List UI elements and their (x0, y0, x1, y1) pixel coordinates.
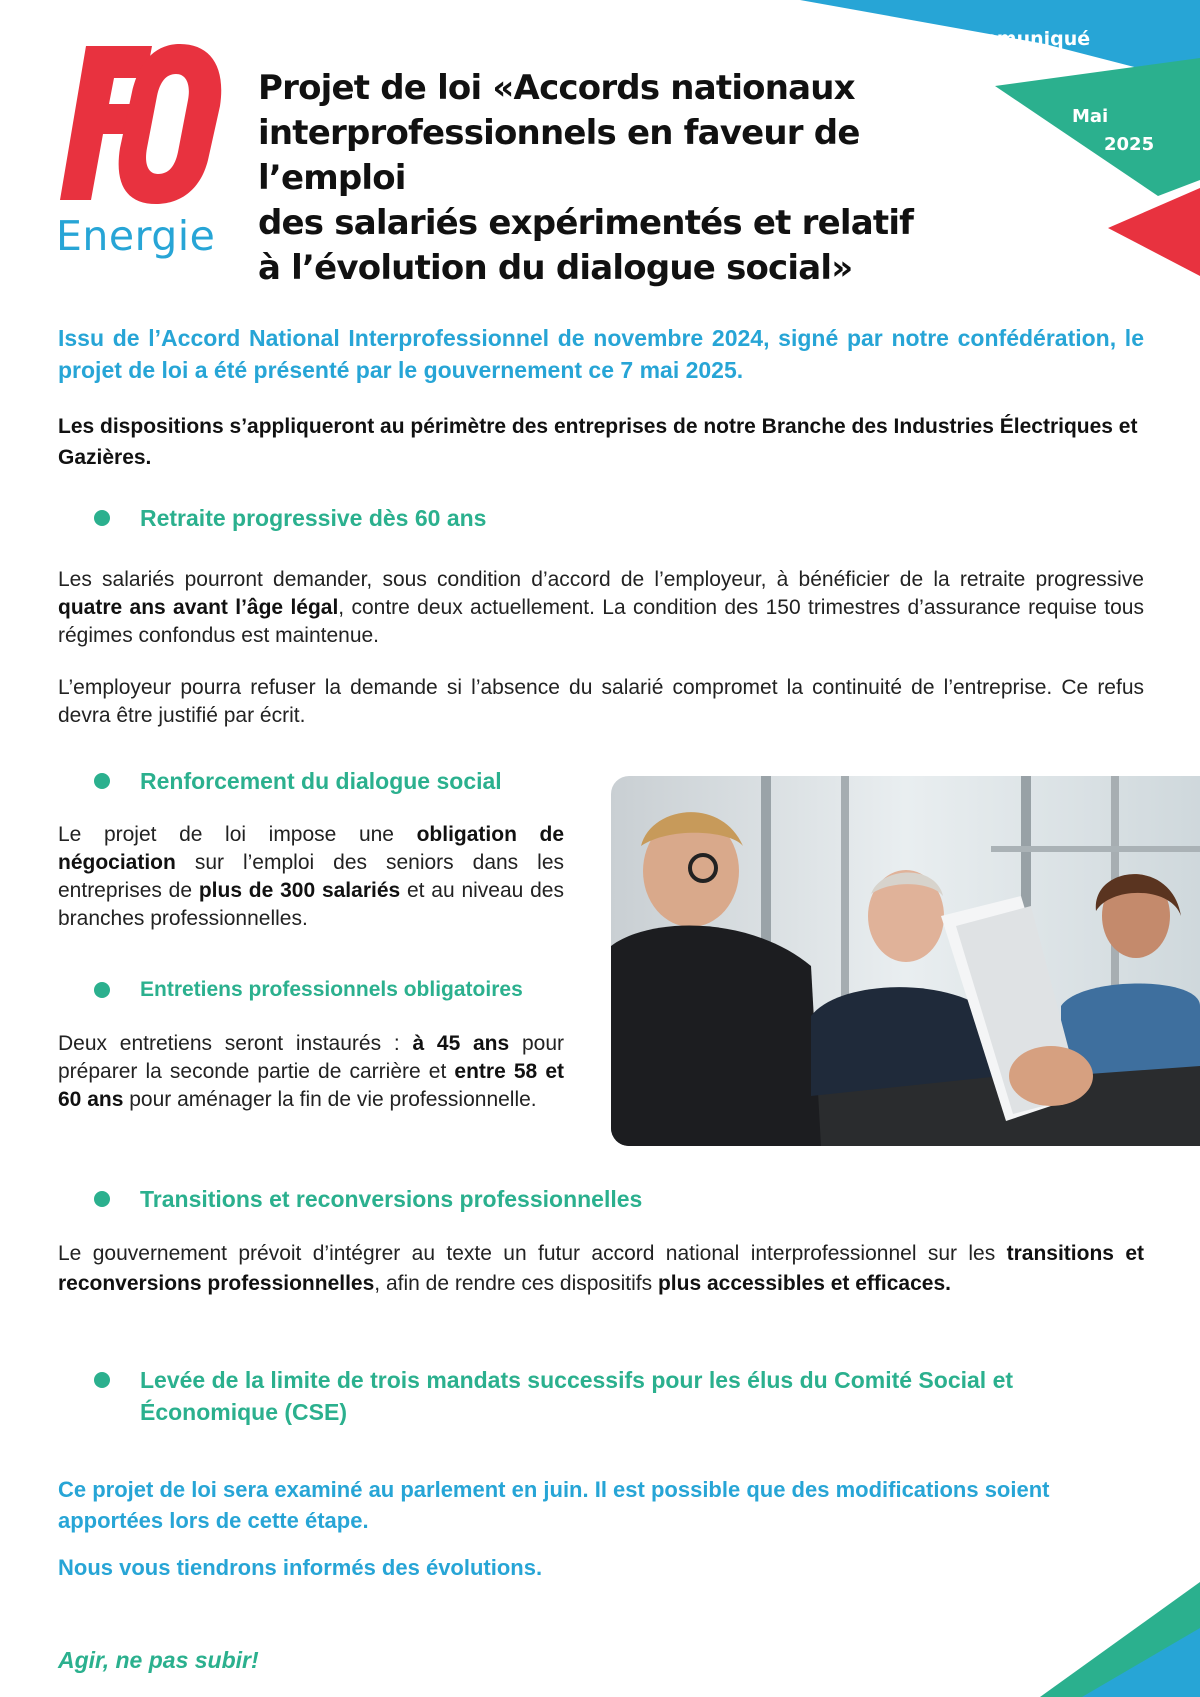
corner-red-band (1108, 188, 1200, 276)
section-transitions (58, 1183, 1144, 1299)
bullet-dot-icon (94, 510, 110, 526)
entretiens-paragraph: Deux entretiens seront instaurés : à 45 ans pour préparer la seconde partie de carrière et entre 58 et 60 ans pour aménager la fin de vie professionnelle. (58, 1032, 564, 1111)
section-mandats (58, 1364, 1144, 1428)
section-heading: Entretiens professionnels obligatoires (140, 978, 523, 1001)
fo-logo (58, 40, 228, 210)
page-title (258, 66, 1018, 291)
bullet-dot-icon (94, 1372, 110, 1388)
dispositions-paragraph: Les dispositions s’appliqueront au périmètre des entreprises de notre Branche des Industries Électriques et Gazières. (58, 415, 1138, 469)
emphasis: transitions et reconversions professionnelles (58, 1242, 1144, 1295)
emphasis: entre 58 et 60 ans (58, 1060, 564, 1111)
outro-paragraph-1: Ce projet de loi sera examiné au parlement en juin. Il est possible que des modifications soient apportées lors de cette étape. (58, 1477, 1050, 1533)
title-line: interprofessionnels en faveur de l’emploi (258, 113, 860, 198)
bullet-dot-icon (94, 773, 110, 789)
dialogue-paragraph: Le projet de loi impose une obligation de négociation sur l’emploi des seniors dans les entreprises de plus de 300 salariés et au niveau des branches professionnelles. (58, 823, 565, 930)
retraite-paragraph-1: Les salariés pourront demander, sous condition d’accord de l’employeur, à bénéficier de la retraite progressive quatre ans avant l’âge légal, contre deux actuellement. La condition des 150 trimestres d’assurance requise tous régimes confondus est maintenue. (58, 568, 1144, 647)
title-line: à l’évolution du dialogue social» (258, 248, 853, 288)
emphasis: obligation de négociation (58, 823, 565, 874)
meeting-photo (611, 776, 1200, 1146)
bullet-heading (58, 502, 1144, 534)
bullet-heading (58, 974, 564, 1006)
outro-paragraph-2: Nous vous tiendrons informés des évolutions. (58, 1555, 543, 1580)
slogan: Agir, ne pas subir! (58, 1647, 259, 1673)
doc-type-label: Communiqué (950, 28, 1091, 50)
section-heading: Levée de la limite de trois mandats successifs pour les élus du Comité Social et Économique (CSE) (140, 1367, 1014, 1425)
intro-paragraph: Issu de l’Accord National Interprofessionnel de novembre 2024, signé par notre confédération, le projet de loi a été présenté par le gouvernement ce 7 mai 2025. (58, 325, 1144, 383)
section-retraite (58, 502, 1144, 730)
corner-green-band (995, 58, 1200, 196)
title-line: Projet de loi «Accords nationaux (258, 68, 855, 108)
emphasis: plus de 300 salariés (198, 879, 401, 902)
bullet-dot-icon (94, 982, 110, 998)
transitions-paragraph: Le gouvernement prévoit d’intégrer au texte un futur accord national interprofessionnel sur les transitions et reconversions professionnelles, afin de rendre ces dispositifs plus accessibles et efficaces. (58, 1242, 1144, 1295)
section-heading: Renforcement du dialogue social (140, 768, 502, 794)
section-heading: Transitions et reconversions professionnelles (140, 1186, 643, 1212)
bullet-dot-icon (94, 1191, 110, 1207)
emphasis: plus accessibles et efficaces. (657, 1272, 951, 1295)
bullet-heading (58, 1183, 1144, 1215)
logo-energie-text: Energie (56, 212, 216, 260)
year-label: 2025 (1104, 134, 1155, 155)
retraite-paragraph-2: L’employeur pourra refuser la demande si l’absence du salarié compromet la continuité de l’entreprise. Ce refus devra être justifié par écrit. (58, 676, 1144, 727)
section-heading: Retraite progressive dès 60 ans (140, 505, 487, 531)
title-line: des salariés expérimentés et relatif (258, 203, 914, 243)
emphasis: à 45 ans (412, 1032, 510, 1055)
month-label: Mai (1072, 106, 1109, 127)
section-entretiens (58, 974, 564, 1114)
bullet-heading (58, 1364, 1144, 1428)
section-dialogue (58, 765, 564, 933)
bullet-heading (58, 765, 564, 797)
emphasis: quatre ans avant l’âge légal (58, 596, 339, 619)
